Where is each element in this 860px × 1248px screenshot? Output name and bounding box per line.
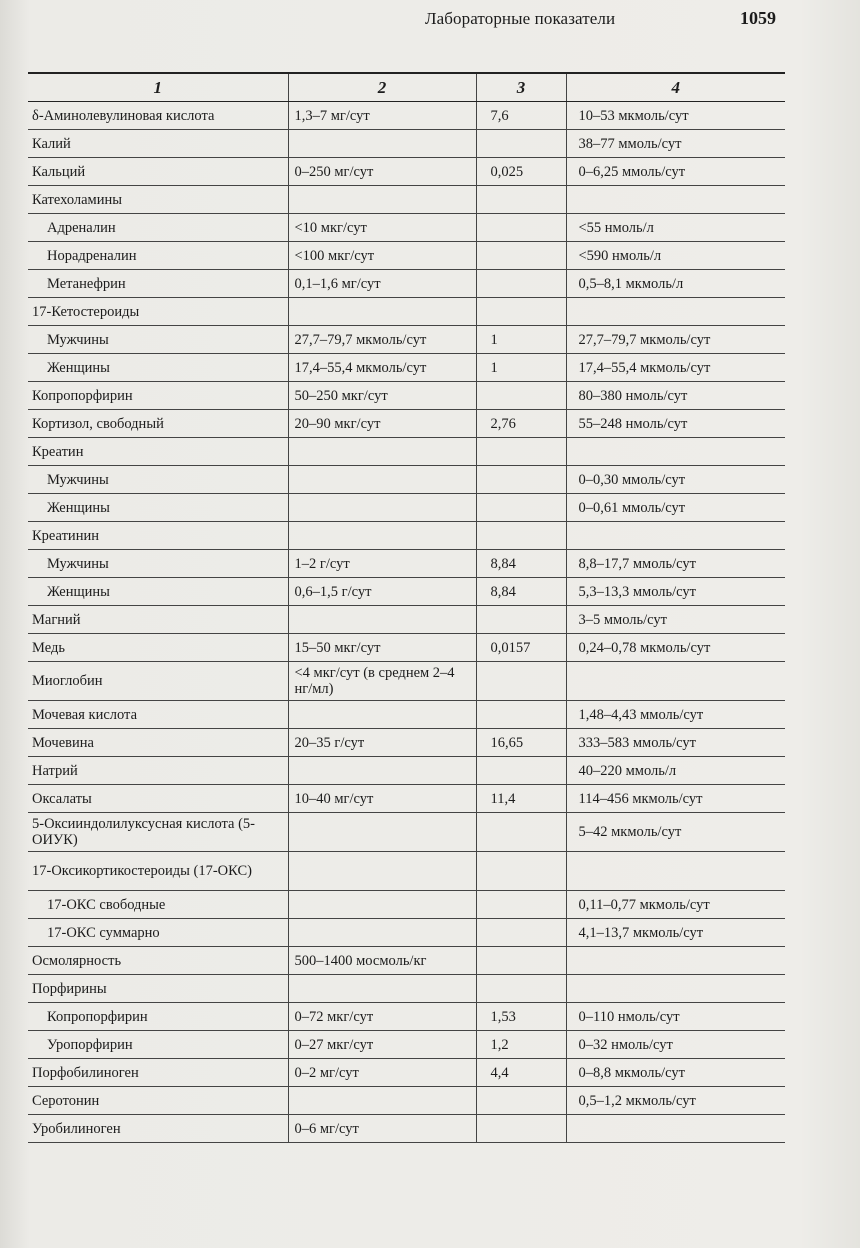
conventional-units-cell (288, 130, 476, 158)
conversion-factor-cell: 1 (476, 354, 566, 382)
conventional-units-cell: 0,6–1,5 г/сут (288, 578, 476, 606)
conventional-units-cell (288, 919, 476, 947)
table-row (28, 919, 785, 947)
table-row (28, 102, 785, 130)
analyte-cell: Мочевая кислота (28, 701, 288, 729)
table-row (28, 466, 785, 494)
conversion-factor-cell: 4,4 (476, 1059, 566, 1087)
si-units-cell: 333–583 ммоль/сут (566, 729, 785, 757)
analyte-cell: Калий (28, 130, 288, 158)
si-units-cell: 0,5–8,1 мкмоль/л (566, 270, 785, 298)
table-row (28, 729, 785, 757)
conventional-units-cell: 0–27 мкг/сут (288, 1031, 476, 1059)
conventional-units-cell (288, 757, 476, 785)
conversion-factor-cell (476, 947, 566, 975)
si-units-cell (566, 975, 785, 1003)
conversion-factor-cell (476, 975, 566, 1003)
si-units-cell: 5–42 мкмоль/сут (566, 813, 785, 852)
analyte-cell: Оксалаты (28, 785, 288, 813)
table-row (28, 214, 785, 242)
conversion-factor-cell (476, 813, 566, 852)
table-row (28, 382, 785, 410)
si-units-cell (566, 522, 785, 550)
table-row (28, 550, 785, 578)
conventional-units-cell (288, 891, 476, 919)
conventional-units-cell: 20–90 мкг/сут (288, 410, 476, 438)
analyte-cell: Метанефрин (28, 270, 288, 298)
analyte-cell: Мужчины (28, 326, 288, 354)
si-units-cell: 55–248 нмоль/сут (566, 410, 785, 438)
table-row (28, 158, 785, 186)
conversion-factor-cell: 2,76 (476, 410, 566, 438)
si-units-cell: 0–110 нмоль/сут (566, 1003, 785, 1031)
table-row (28, 947, 785, 975)
analyte-cell: Мужчины (28, 466, 288, 494)
conventional-units-cell: 0–250 мг/сут (288, 158, 476, 186)
table-row (28, 606, 785, 634)
analyte-cell: Катехоламины (28, 186, 288, 214)
si-units-cell: 0–8,8 мкмоль/сут (566, 1059, 785, 1087)
table-row (28, 186, 785, 214)
si-units-cell: 5,3–13,3 ммоль/сут (566, 578, 785, 606)
conversion-factor-cell (476, 242, 566, 270)
analyte-cell: Мочевина (28, 729, 288, 757)
conversion-factor-cell (476, 186, 566, 214)
conversion-factor-cell (476, 494, 566, 522)
analyte-cell: Креатинин (28, 522, 288, 550)
table-row (28, 785, 785, 813)
conversion-factor-cell (476, 606, 566, 634)
table-row (28, 975, 785, 1003)
si-units-cell: 0–32 нмоль/сут (566, 1031, 785, 1059)
si-units-cell (566, 662, 785, 701)
analyte-cell: Копропорфирин (28, 382, 288, 410)
table-row (28, 298, 785, 326)
si-units-cell: <590 нмоль/л (566, 242, 785, 270)
analyte-cell: Креатин (28, 438, 288, 466)
table-row (28, 1115, 785, 1143)
lab-values-table (28, 72, 785, 1143)
analyte-cell: 5-Оксииндолилуксусная кислота (5-ОИУК) (28, 813, 288, 852)
conventional-units-cell (288, 701, 476, 729)
analyte-cell: Порфирины (28, 975, 288, 1003)
analyte-cell: δ-Аминолевулиновая кислота (28, 102, 288, 130)
si-units-cell (566, 947, 785, 975)
analyte-cell: 17-ОКС свободные (28, 891, 288, 919)
table-row (28, 494, 785, 522)
table-row (28, 130, 785, 158)
analyte-cell: Натрий (28, 757, 288, 785)
table-row (28, 242, 785, 270)
si-units-cell (566, 438, 785, 466)
conventional-units-cell: <100 мкг/сут (288, 242, 476, 270)
conventional-units-cell (288, 975, 476, 1003)
page-header-title: Лабораторные показатели (425, 9, 616, 28)
si-units-cell: 0–6,25 ммоль/сут (566, 158, 785, 186)
conversion-factor-cell (476, 522, 566, 550)
analyte-cell: Магний (28, 606, 288, 634)
analyte-cell: Мужчины (28, 550, 288, 578)
analyte-cell: Адреналин (28, 214, 288, 242)
analyte-cell: Порфобилиноген (28, 1059, 288, 1087)
si-units-cell: 80–380 нмоль/сут (566, 382, 785, 410)
analyte-cell: Женщины (28, 494, 288, 522)
si-units-cell: 17,4–55,4 мкмоль/сут (566, 354, 785, 382)
table-row (28, 326, 785, 354)
conversion-factor-cell: 1,53 (476, 1003, 566, 1031)
analyte-cell: Уропорфирин (28, 1031, 288, 1059)
conversion-factor-cell: 1 (476, 326, 566, 354)
si-units-cell: 1,48–4,43 ммоль/сут (566, 701, 785, 729)
analyte-cell: Кортизол, свободный (28, 410, 288, 438)
conventional-units-cell: 27,7–79,7 мкмоль/сут (288, 326, 476, 354)
conversion-factor-cell: 1,2 (476, 1031, 566, 1059)
si-units-cell: 10–53 мкмоль/сут (566, 102, 785, 130)
column-header: 2 (288, 73, 476, 102)
table-row (28, 438, 785, 466)
conventional-units-cell: <4 мкг/сут (в среднем 2–4 нг/мл) (288, 662, 476, 701)
conventional-units-cell (288, 438, 476, 466)
table-row (28, 1003, 785, 1031)
analyte-cell: 17-Оксикортикостероиды (17-ОКС) (28, 852, 288, 891)
table-header (28, 73, 785, 102)
conversion-factor-cell: 8,84 (476, 578, 566, 606)
conversion-factor-cell (476, 130, 566, 158)
analyte-cell: Копропорфирин (28, 1003, 288, 1031)
conventional-units-cell: 0–6 мг/сут (288, 1115, 476, 1143)
si-units-cell (566, 852, 785, 891)
analyte-cell: Кальций (28, 158, 288, 186)
column-header: 3 (476, 73, 566, 102)
conventional-units-cell: <10 мкг/сут (288, 214, 476, 242)
conventional-units-cell (288, 186, 476, 214)
conversion-factor-cell (476, 919, 566, 947)
analyte-cell: Норадреналин (28, 242, 288, 270)
table-row (28, 578, 785, 606)
conventional-units-cell (288, 522, 476, 550)
conversion-factor-cell (476, 466, 566, 494)
table-row (28, 1059, 785, 1087)
conversion-factor-cell: 16,65 (476, 729, 566, 757)
si-units-cell: 4,1–13,7 мкмоль/сут (566, 919, 785, 947)
conversion-factor-cell: 7,6 (476, 102, 566, 130)
analyte-cell: Женщины (28, 578, 288, 606)
table-row (28, 852, 785, 891)
conventional-units-cell: 0–72 мкг/сут (288, 1003, 476, 1031)
conventional-units-cell: 1,3–7 мг/сут (288, 102, 476, 130)
conversion-factor-cell (476, 438, 566, 466)
table-row (28, 757, 785, 785)
conventional-units-cell: 10–40 мг/сут (288, 785, 476, 813)
conversion-factor-cell: 0,025 (476, 158, 566, 186)
si-units-cell (566, 1115, 785, 1143)
table-row (28, 522, 785, 550)
si-units-cell (566, 298, 785, 326)
si-units-cell: 114–456 мкмоль/сут (566, 785, 785, 813)
analyte-cell: 17-ОКС суммарно (28, 919, 288, 947)
conversion-factor-cell (476, 852, 566, 891)
si-units-cell: 0,5–1,2 мкмоль/сут (566, 1087, 785, 1115)
table-row (28, 410, 785, 438)
conversion-factor-cell (476, 891, 566, 919)
table-row (28, 1087, 785, 1115)
running-header (0, 6, 860, 36)
conventional-units-cell (288, 606, 476, 634)
analyte-cell: Медь (28, 634, 288, 662)
analyte-cell: 17-Кетостероиды (28, 298, 288, 326)
conventional-units-cell: 15–50 мкг/сут (288, 634, 476, 662)
table-row (28, 813, 785, 852)
table-row (28, 354, 785, 382)
conversion-factor-cell (476, 214, 566, 242)
conversion-factor-cell (476, 298, 566, 326)
si-units-cell: 0–0,30 ммоль/сут (566, 466, 785, 494)
conventional-units-cell (288, 852, 476, 891)
column-header: 4 (566, 73, 785, 102)
analyte-cell: Серотонин (28, 1087, 288, 1115)
si-units-cell: <55 нмоль/л (566, 214, 785, 242)
analyte-cell: Уробилиноген (28, 1115, 288, 1143)
conversion-factor-cell (476, 1087, 566, 1115)
table-row (28, 634, 785, 662)
conventional-units-cell (288, 494, 476, 522)
si-units-cell: 38–77 ммоль/сут (566, 130, 785, 158)
table-row (28, 891, 785, 919)
conventional-units-cell (288, 466, 476, 494)
table-row (28, 270, 785, 298)
si-units-cell: 0,24–0,78 мкмоль/сут (566, 634, 785, 662)
conventional-units-cell: 0–2 мг/сут (288, 1059, 476, 1087)
si-units-cell: 8,8–17,7 ммоль/сут (566, 550, 785, 578)
conversion-factor-cell (476, 701, 566, 729)
table-body (28, 102, 785, 1143)
conversion-factor-cell (476, 1115, 566, 1143)
table-row (28, 701, 785, 729)
si-units-cell: 0,11–0,77 мкмоль/сут (566, 891, 785, 919)
conversion-factor-cell: 8,84 (476, 550, 566, 578)
conversion-factor-cell (476, 757, 566, 785)
si-units-cell: 0–0,61 ммоль/сут (566, 494, 785, 522)
table-row (28, 662, 785, 701)
conventional-units-cell: 0,1–1,6 мг/сут (288, 270, 476, 298)
analyte-cell: Осмолярность (28, 947, 288, 975)
conversion-factor-cell (476, 382, 566, 410)
column-header: 1 (28, 73, 288, 102)
si-units-cell (566, 186, 785, 214)
conversion-factor-cell (476, 662, 566, 701)
table-row (28, 1031, 785, 1059)
conventional-units-cell: 1–2 г/сут (288, 550, 476, 578)
conventional-units-cell: 50–250 мкг/сут (288, 382, 476, 410)
page-number: 1059 (740, 8, 776, 28)
conventional-units-cell (288, 298, 476, 326)
si-units-cell: 27,7–79,7 мкмоль/сут (566, 326, 785, 354)
analyte-cell: Миоглобин (28, 662, 288, 701)
conversion-factor-cell: 0,0157 (476, 634, 566, 662)
conventional-units-cell: 20–35 г/сут (288, 729, 476, 757)
conventional-units-cell: 17,4–55,4 мкмоль/сут (288, 354, 476, 382)
conventional-units-cell: 500–1400 мосмоль/кг (288, 947, 476, 975)
conversion-factor-cell: 11,4 (476, 785, 566, 813)
analyte-cell: Женщины (28, 354, 288, 382)
conversion-factor-cell (476, 270, 566, 298)
si-units-cell: 3–5 ммоль/сут (566, 606, 785, 634)
conventional-units-cell (288, 1087, 476, 1115)
si-units-cell: 40–220 ммоль/л (566, 757, 785, 785)
conventional-units-cell (288, 813, 476, 852)
